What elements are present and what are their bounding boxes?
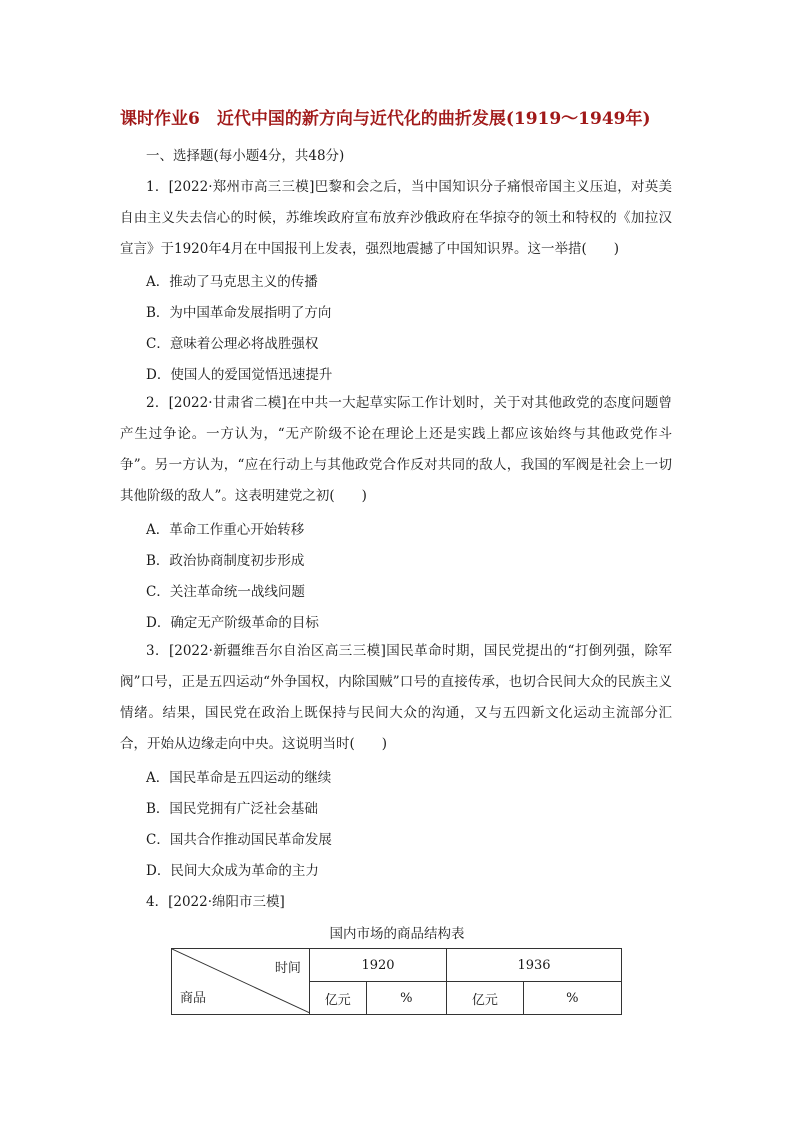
question-1-text: 1．[2022·郑州市高三三模]巴黎和会之后，当中国知识分子痛恨帝国主义压迫，对英美自由主义失去信心的时候，苏维埃政府宣布放弃沙俄政府在华掠夺的领土和特权的《加拉汉宣言》于1920年4月在中国报刊上发表，强烈地震撼了中国知识界。这一举措( )	[120, 179, 672, 257]
question-2-option-c: C．关注革命统一战线问题	[146, 584, 305, 600]
question-2-option-d: D．确定无产阶级革命的目标	[146, 615, 319, 631]
year-header-1920: 1920	[309, 949, 446, 982]
corner-label-goods: 商品	[180, 991, 207, 1006]
table-corner-cell	[172, 949, 310, 1015]
question-1-option-d: D．使国人的爱国觉悟迅速提升	[146, 367, 333, 383]
table-header-row	[172, 949, 622, 982]
question-2-option-a: A．革命工作重心开始转移	[146, 522, 305, 538]
page-title: 课时作业6 近代中国的新方向与近代化的曲折发展(1919～1949年)	[120, 109, 651, 129]
table-title: 国内市场的商品结构表	[329, 926, 465, 942]
year-header-1936: 1936	[447, 949, 622, 982]
question-2-option-b: B．政治协商制度初步形成	[146, 553, 305, 569]
subheader-yiyuan-1920: 亿元	[309, 982, 366, 1015]
question-4-text: 4．[2022·绵阳市三模]	[146, 894, 285, 910]
question-1-option-a: A．推动了马克思主义的传播	[146, 274, 318, 290]
question-3-option-c: C．国共合作推动国民革命发展	[146, 832, 332, 848]
subheader-percent-1936: %	[523, 982, 621, 1015]
section-heading: 一、选择题(每小题4分，共48分)	[146, 148, 345, 164]
question-3-option-d: D．民间大众成为革命的主力	[146, 863, 319, 879]
question-1-option-b: B．为中国革命发展指明了方向	[146, 305, 332, 321]
subheader-percent-1920: %	[366, 982, 447, 1015]
question-1-option-c: C．意味着公理必将战胜强权	[146, 336, 319, 352]
question-3-option-b: B．国民党拥有广泛社会基础	[146, 801, 318, 817]
question-3-text: 3．[2022·新疆维吾尔自治区高三三模]国民革命时期，国民党提出的“打倒列强，除军阀”口号，正是五四运动“外争国权，内除国贼”口号的直接传承，也切合民间大众的民族主义情绪。结果，国民党在政治上既保持与民间大众的沟通，又与五四新文化运动主流部分汇合，开始从边缘走向中央。这说明当时( )	[120, 643, 672, 752]
question-3-option-a: A．国民革命是五四运动的继续	[146, 770, 332, 786]
commodity-table	[171, 948, 622, 1015]
corner-label-time: 时间	[274, 961, 301, 976]
subheader-yiyuan-1936: 亿元	[447, 982, 524, 1015]
question-2-text: 2．[2022·甘肃省二模]在中共一大起草实际工作计划时，关于对其他政党的态度问题曾产生过争论。一方认为，“无产阶级不论在理论上还是实践上都应该始终与其他政党作斗争”。另一方认为，“应在行动上与其他政党合作反对共同的敌人，我国的军阀是社会上一切其他阶级的敌人”。这表明建党之初( )	[120, 395, 672, 504]
